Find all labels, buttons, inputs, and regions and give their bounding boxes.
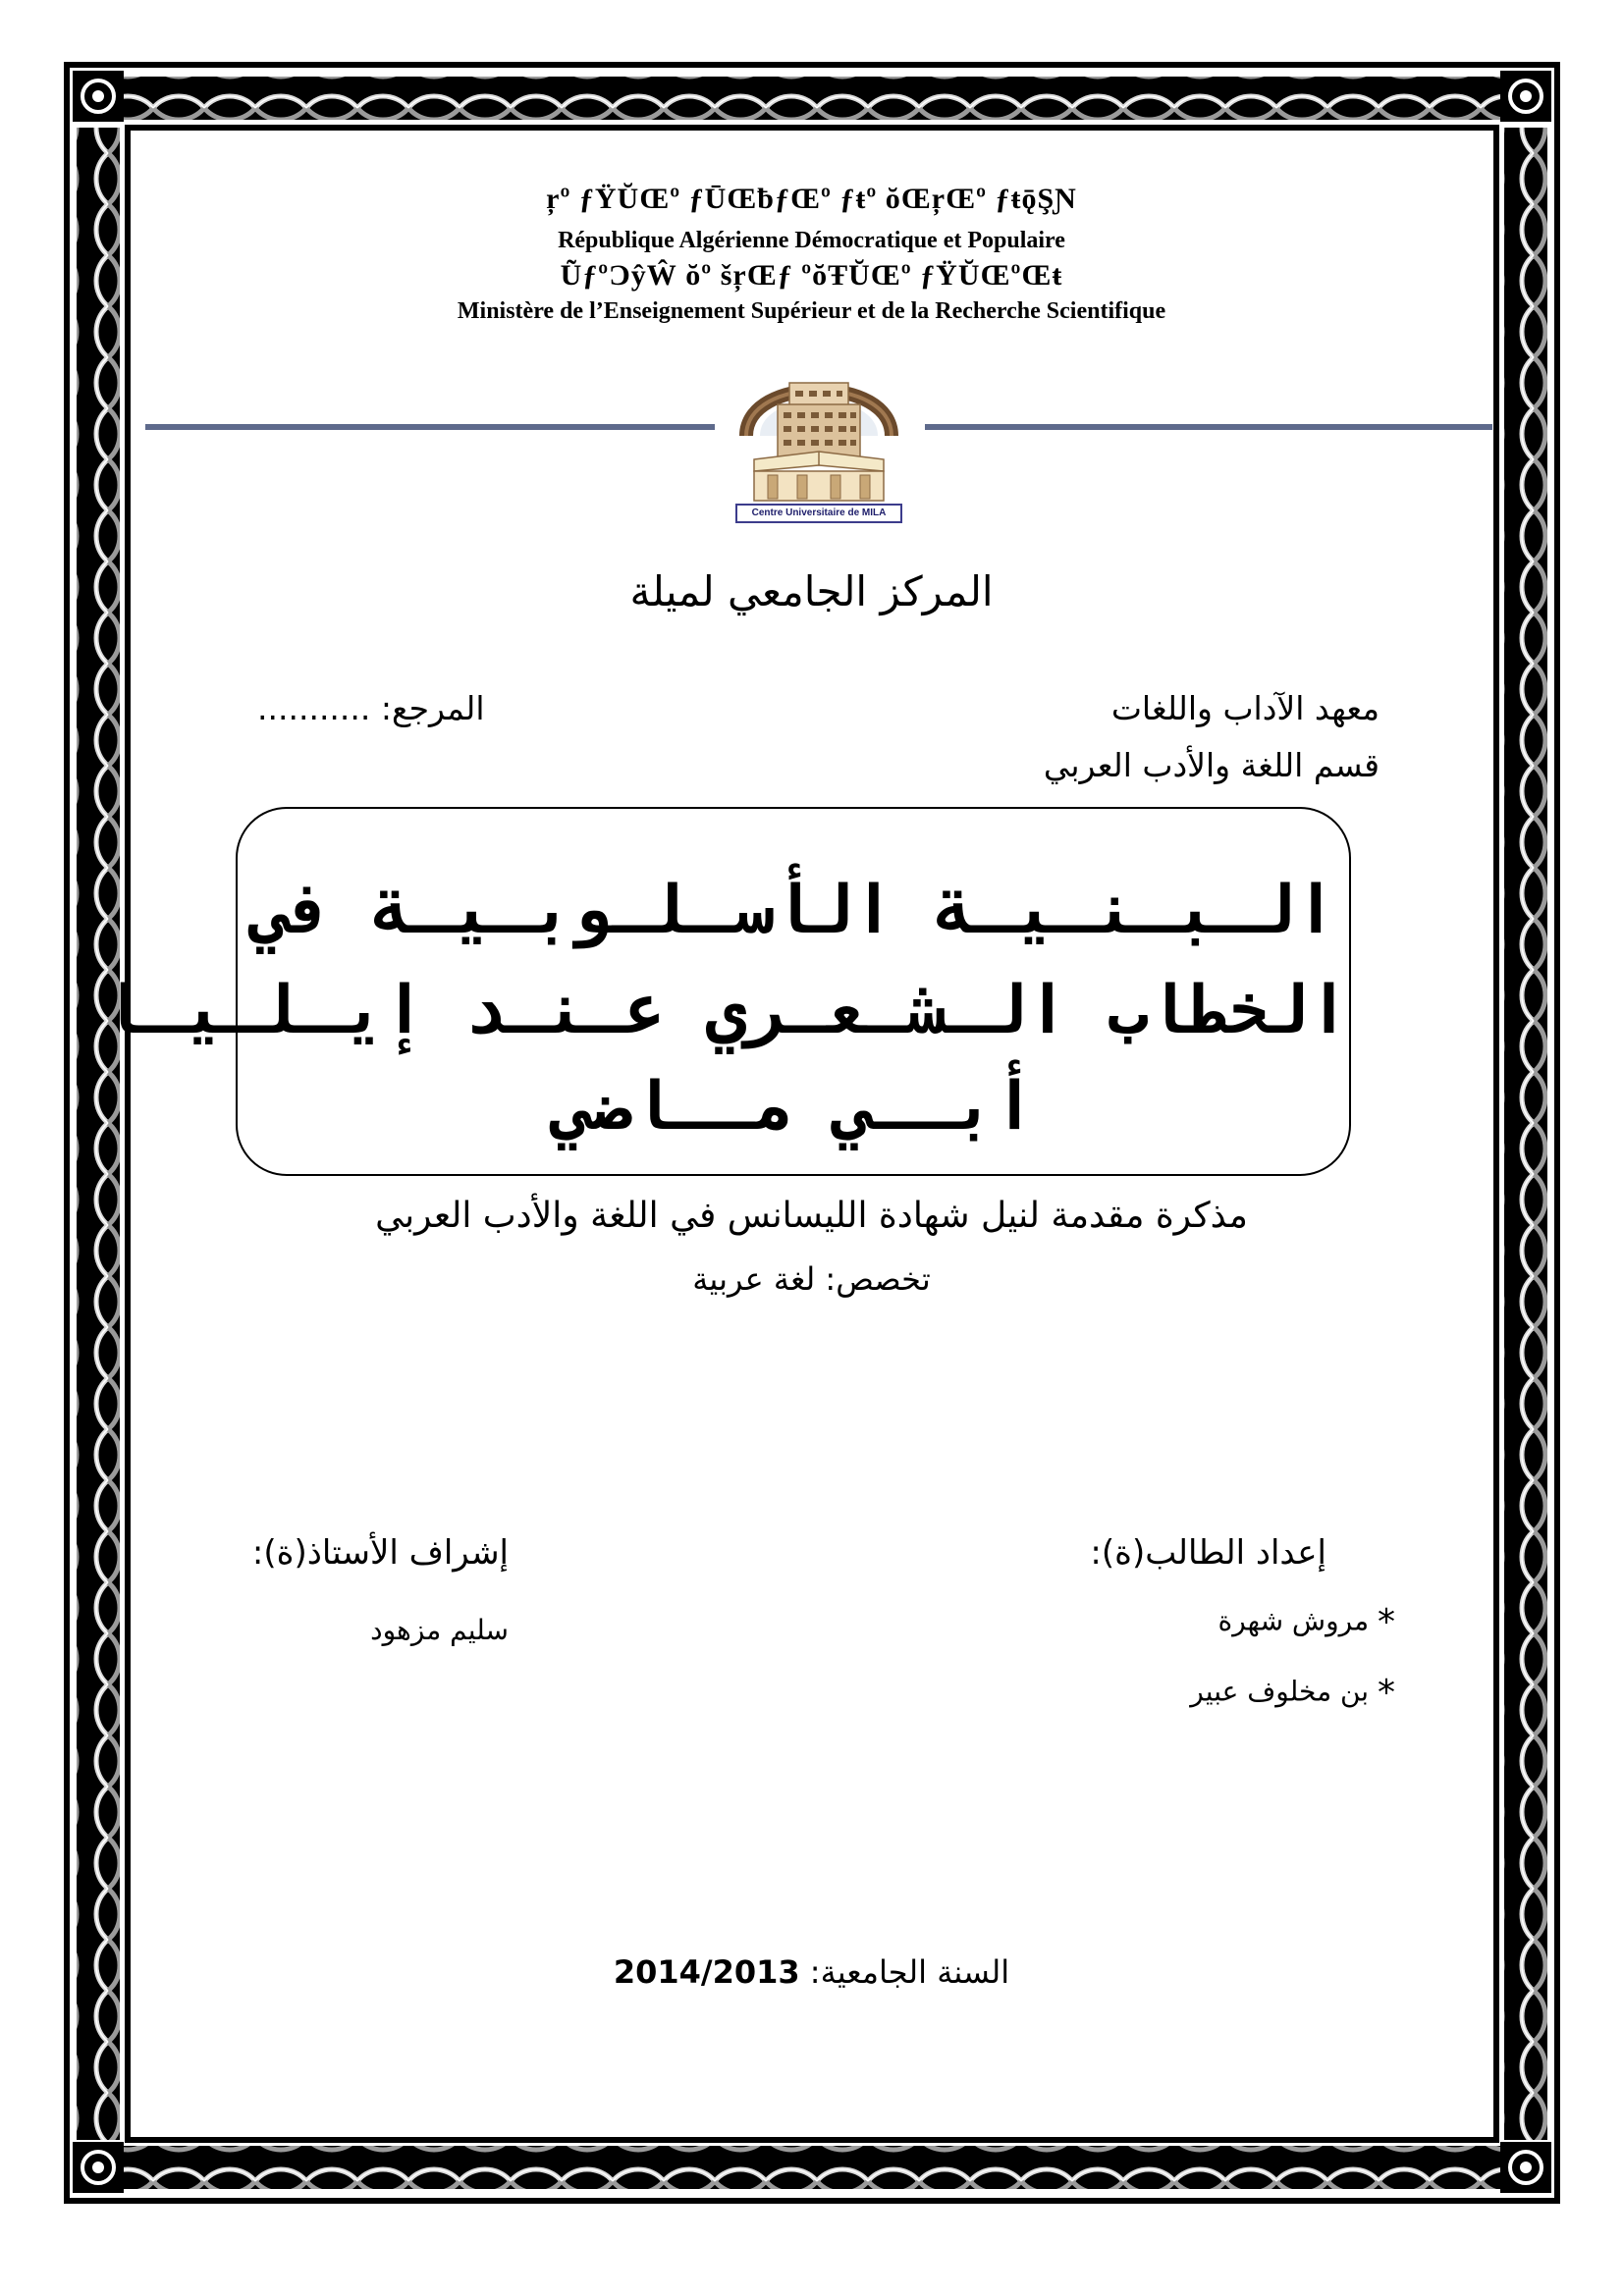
reference-field	[257, 689, 493, 727]
academic-year	[0, 1953, 1623, 1991]
title-line-3: أبــي مــاضي	[552, 1068, 1035, 1146]
title-line-1: الـبـنـيـة الأسـلـوبـيـة في	[250, 872, 1336, 949]
ministry-name-fr: Ministère de l’Enseignement Supérieur et de la Recherche Scientifique	[457, 298, 1166, 324]
academic-year-value: 2014/2013	[613, 1953, 800, 1991]
corner-ornament-bottom-right	[1500, 2142, 1551, 2193]
arabic-republic-header: ŗº ƒŸŬŒº ƒŪŒƀƒŒº ƒŧº ŏŒŗŒº ƒŧǭŞƝ	[546, 183, 1077, 215]
header-rule-right	[925, 424, 1492, 430]
title-line-2: الخطاب الـشـعـري عـنـد إيـلـيـا	[102, 972, 1349, 1049]
students-label: إعداد الطالب(ة):	[1090, 1533, 1326, 1573]
corner-ornament-bottom-left	[73, 2142, 124, 2193]
department-name: قسم اللغة والأدب العربي	[1043, 746, 1380, 784]
academic-year-label: السنة الجامعية:	[809, 1953, 1010, 1991]
corner-ornament-top-right	[1500, 71, 1551, 122]
student-name-1: مروش شهرة	[1217, 1604, 1370, 1637]
logo-caption: Centre Universitaire de MILA	[751, 507, 887, 518]
university-logo	[732, 346, 905, 524]
student-name-2: بن مخلوف عبير	[1190, 1675, 1370, 1708]
reference-label: المرجع:	[380, 689, 485, 727]
institution-name: المركز الجامعي لميلة	[629, 567, 994, 615]
reference-value: ...........	[257, 689, 371, 727]
thesis-title-box	[102, 807, 1351, 1176]
student-bullet: *	[1378, 1602, 1395, 1642]
memo-description: مذكرة مقدمة لنيل شهادة الليسانس في اللغة والأدب العربي	[375, 1196, 1248, 1236]
building-emblem-icon	[732, 346, 905, 524]
supervisor-label: إشراف الأستاذ(ة):	[251, 1533, 509, 1573]
student-bullet: *	[1378, 1673, 1395, 1713]
student-entry-1	[1218, 1602, 1395, 1642]
republic-name-fr: République Algérienne Démocratique et Populaire	[558, 228, 1065, 253]
corner-ornament-top-left	[73, 71, 124, 122]
institute-name: معهد الآداب واللغات	[1110, 689, 1380, 727]
supervisor-name: سليم مزهود	[370, 1614, 509, 1646]
student-entry-2	[1190, 1673, 1395, 1713]
specialty: تخصص: لغة عربية	[692, 1260, 931, 1298]
arabic-ministry-header: ŨƒºƆŷŴ ŏº šŗŒƒ ºŏŦŬŒº ƒŸŬŒºŒŧ	[560, 259, 1063, 292]
header-rule-left	[145, 424, 715, 430]
